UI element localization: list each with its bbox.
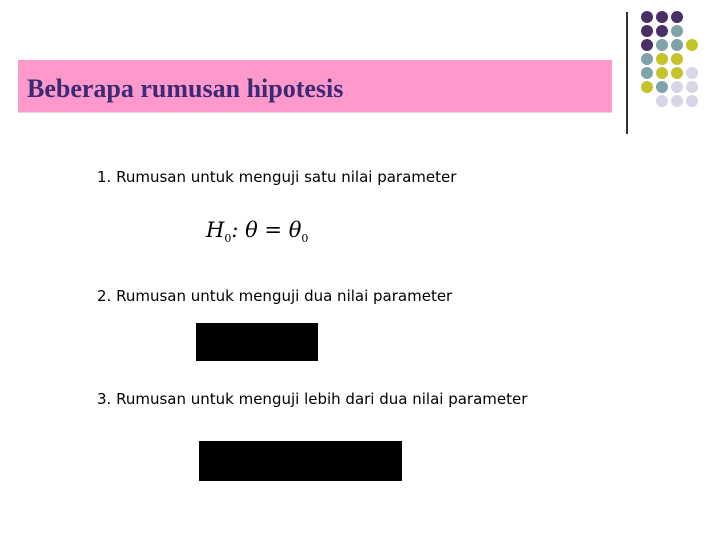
decor-dot xyxy=(671,11,683,23)
decor-dot xyxy=(641,11,653,23)
list-item-three: 3. Rumusan untuk menguji lebih dari dua nilai parameter xyxy=(97,390,528,408)
decor-dot xyxy=(641,25,653,37)
vertical-divider xyxy=(626,12,628,134)
decor-dot xyxy=(686,95,698,107)
decor-dot xyxy=(671,95,683,107)
decor-dot xyxy=(641,53,653,65)
decor-dot xyxy=(641,39,653,51)
decor-dot xyxy=(656,67,668,79)
formula-lhs: H xyxy=(206,218,225,242)
redacted-formula-two xyxy=(196,323,318,361)
formula-eq: = xyxy=(257,218,289,242)
formula-separator: : xyxy=(231,218,246,242)
decor-dot xyxy=(671,25,683,37)
decor-dot xyxy=(641,81,653,93)
formula-rhs: θ xyxy=(288,218,302,242)
dot-pattern-decoration xyxy=(640,10,720,120)
decor-dot xyxy=(686,81,698,93)
decor-dot xyxy=(686,67,698,79)
slide-title: Beberapa rumusan hipotesis xyxy=(27,74,344,103)
decor-dot xyxy=(656,11,668,23)
formula-lhs-sub: 0 xyxy=(224,232,232,246)
decor-dot xyxy=(641,67,653,79)
decor-dot xyxy=(671,53,683,65)
decor-dot xyxy=(656,81,668,93)
formula-rhs-sub: 0 xyxy=(301,232,309,246)
list-item-one: 1. Rumusan untuk menguji satu nilai parameter xyxy=(97,168,457,186)
decor-dot xyxy=(656,39,668,51)
decor-dot xyxy=(671,67,683,79)
decor-dot xyxy=(656,25,668,37)
formula-var: θ xyxy=(245,218,258,242)
decor-dot xyxy=(656,95,668,107)
decor-dot xyxy=(671,39,683,51)
redacted-formula-three xyxy=(199,441,402,481)
list-item-two: 2. Rumusan untuk menguji dua nilai parameter xyxy=(97,287,453,305)
decor-dot xyxy=(686,39,698,51)
decor-dot xyxy=(656,53,668,65)
title-bar xyxy=(18,60,612,113)
formula-h0 xyxy=(206,218,308,245)
decor-dot xyxy=(671,81,683,93)
